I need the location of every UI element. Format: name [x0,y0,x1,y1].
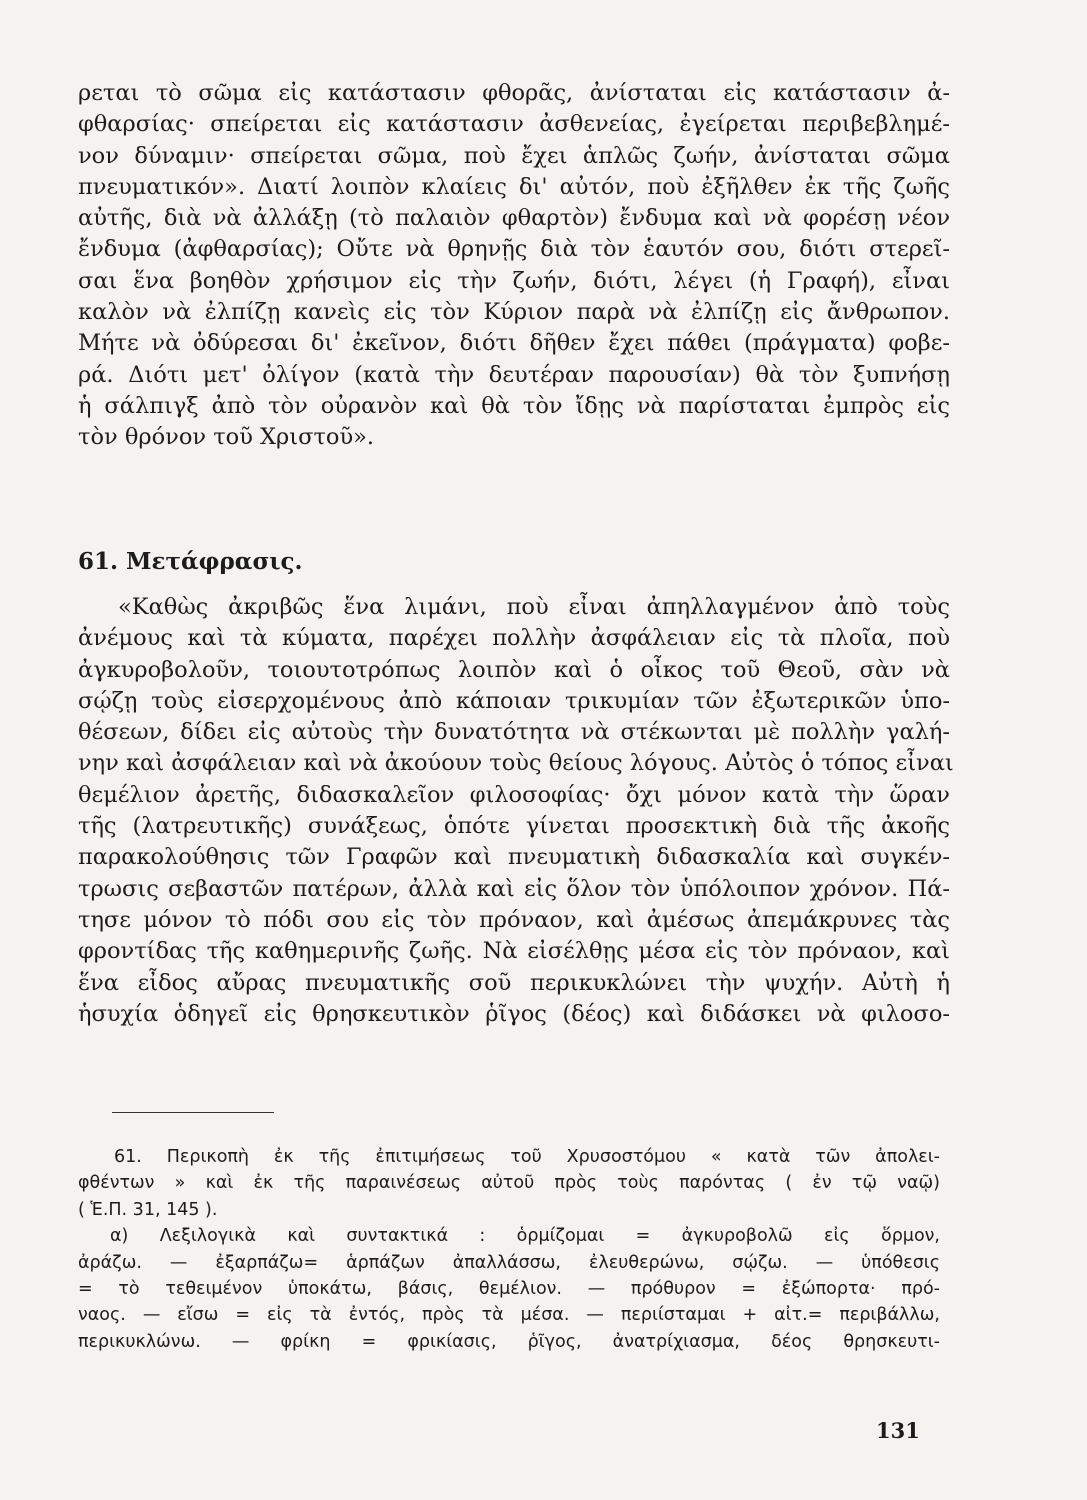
text-line: ἔνδυμα (ἀφθαρσίας); Οὔτε νὰ θρηνῇς διὰ τὸν ἑαυτόν σου, διότι στερεῖ- [78,236,950,263]
text-line: ἕνα εἶδος αὔρας πνευματικῆς σοῦ περικυκλώνει τὴν ψυχήν. Αὐτὴ ἡ [78,969,950,996]
text-line: τησε μόνον τὸ πόδι σου εἰς τὸν πρόναον, καὶ ἀμέσως ἀπεμάκρυνες τὰς [78,906,950,933]
text-line: φθαρσίας· σπείρεται εἰς κατάστασιν ἀσθενείας, ἐγείρεται περιβεβλημέ- [78,111,950,138]
footnote-line: ναος. — εἴσω = εἰς τὰ ἐντός, πρὸς τὰ μέσα. — περιίσταμαι + αἰτ.= περιβάλλω, [78,1305,940,1326]
text-line: ρεται τὸ σῶμα εἰς κατάστασιν φθορᾶς, ἀνίσταται εἰς κατάστασιν ἀ- [78,80,950,106]
text-line: σαι ἕνα βοηθὸν χρήσιμον εἰς τὴν ζωήν, διότι, λέγει (ἡ Γραφή), εἶναι [78,267,950,294]
text-line: ἡ σάλπιγξ ἀπὸ τὸν οὐρανὸν καὶ θὰ τὸν ἴδῃς νὰ παρίσταται ἐμπρὸς εἰς [78,392,950,419]
footnote-line: ἀράζω. — ἐξαρπάζω= ἁρπάζων ἀπαλλάσσω, ἐλευθερώνω, σῴζω. — ὑπόθεσις [78,1252,940,1273]
footnotes [78,1144,940,1355]
footnote-divider [112,1112,274,1113]
text-line: παρακολούθησις τῶν Γραφῶν καὶ πνευματικὴ διδασκαλία καὶ συγκέν- [78,844,950,871]
page-number: 131 [876,1418,920,1443]
footnote-line: ( Ἑ.Π. 31, 145 ). [78,1199,218,1220]
text-line: ἀνέμους καὶ τὰ κύματα, παρέχει πολλὴν ἀσφάλειαν εἰς τὰ πλοῖα, ποὺ [78,625,950,652]
text-line: «Καθὼς ἀκριβῶς ἕνα λιμάνι, ποὺ εἶναι ἀπηλλαγμένον ἀπὸ τοὺς [118,594,950,620]
text-line: ἀγκυροβολοῦν, τοιουτοτρόπως λοιπὸν καὶ ὁ οἶκος τοῦ Θεοῦ, σὰν νὰ [78,656,950,683]
text-line: Μήτε νὰ ὀδύρεσαι δι' ἐκεῖνον, διότι δῆθεν ἔχει πάθει (πράγματα) φοβε- [78,330,950,357]
footnote-line: περικυκλώνω. — φρίκη = φρικίασις, ῥῖγος, ἀνατρίχιασμα, δέος θρησκευτι- [78,1331,940,1352]
text-line: σῴζῃ τοὺς εἰσερχομένους ἀπὸ κάποιαν τρικυμίαν τῶν ἐξωτερικῶν ὑπο- [78,687,950,714]
section-heading: 61. Μετάφρασις. [78,548,303,575]
text-line: τὸν θρόνον τοῦ Χριστοῦ». [78,424,375,451]
text-line: θέσεων, δίδει εἰς αὐτοὺς τὴν δυνατότητα νὰ στέκωνται μὲ πολλὴν γαλή- [78,719,950,746]
footnote-line: φθέντων » καὶ ἐκ τῆς παραινέσεως αὐτοῦ πρὸς τοὺς παρόντας ( ἐν τῷ ναῷ) [78,1173,940,1194]
text-line: τῆς (λατρευτικῆς) συνάξεως, ὁπότε γίνεται προσεκτικὴ διὰ τῆς ἀκοῆς [78,813,950,840]
text-line: καλὸν νὰ ἐλπίζῃ κανεὶς εἰς τὸν Κύριον παρὰ νὰ ἐλπίζῃ εἰς ἄνθρωπον. [78,299,950,326]
translation-paragraph [78,592,954,1030]
text-line: τρωσις σεβαστῶν πατέρων, ἀλλὰ καὶ εἰς ὅλον τὸν ὑπόλοιπον χρόνον. Πά- [78,875,950,902]
footnote-line: = τὸ τεθειμένον ὑποκάτω, βάσις, θεμέλιον. — πρόθυρον = ἐξώπορτα· πρό- [78,1279,940,1300]
text-line: πνευματικόν». Διατί λοιπὸν κλαίεις δι' αὐτόν, ποὺ ἐξῆλθεν ἐκ τῆς ζωῆς [78,173,950,200]
footnote-line: α) Λεξιλογικὰ καὶ συντακτικά : ὁρμίζομαι = ἀγκυροβολῶ εἰς ὅρμον, [110,1226,940,1247]
text-line: φροντίδας τῆς καθημερινῆς ζωῆς. Νὰ εἰσέλθῃς μέσα εἰς τὸν πρόναον, καὶ [78,938,950,965]
continued-paragraph [78,78,950,454]
text-line: ρά. Διότι μετ' ὀλίγον (κατὰ τὴν δευτέραν παρουσίαν) θὰ τὸν ξυπνήσῃ [78,361,950,388]
footnote-line: 61. Περικοπὴ ἐκ τῆς ἐπιτιμήσεως τοῦ Χρυσοστόμου « κατὰ τῶν ἀπολει- [114,1147,940,1167]
text-line: θεμέλιον ἀρετῆς, διδασκαλεῖον φιλοσοφίας· ὄχι μόνον κατὰ τὴν ὥραν [78,781,950,808]
text-line: ἡσυχία ὁδηγεῖ εἰς θρησκευτικὸν ῥῖγος (δέος) καὶ διδάσκει νὰ φιλοσο- [78,1000,950,1027]
text-line: αὐτῆς, διὰ νὰ ἀλλάξῃ (τὸ παλαιὸν φθαρτὸν) ἔνδυμα καὶ νὰ φορέσῃ νέον [78,205,950,232]
text-line: νον δύναμιν· σπείρεται σῶμα, ποὺ ἔχει ἁπλῶς ζωήν, ἀνίσταται σῶμα [78,142,950,169]
text-line: νην καὶ ἀσφάλειαν καὶ νὰ ἀκούουν τοὺς θείους λόγους. Αὐτὸς ὁ τόπος εἶναι [78,750,954,777]
